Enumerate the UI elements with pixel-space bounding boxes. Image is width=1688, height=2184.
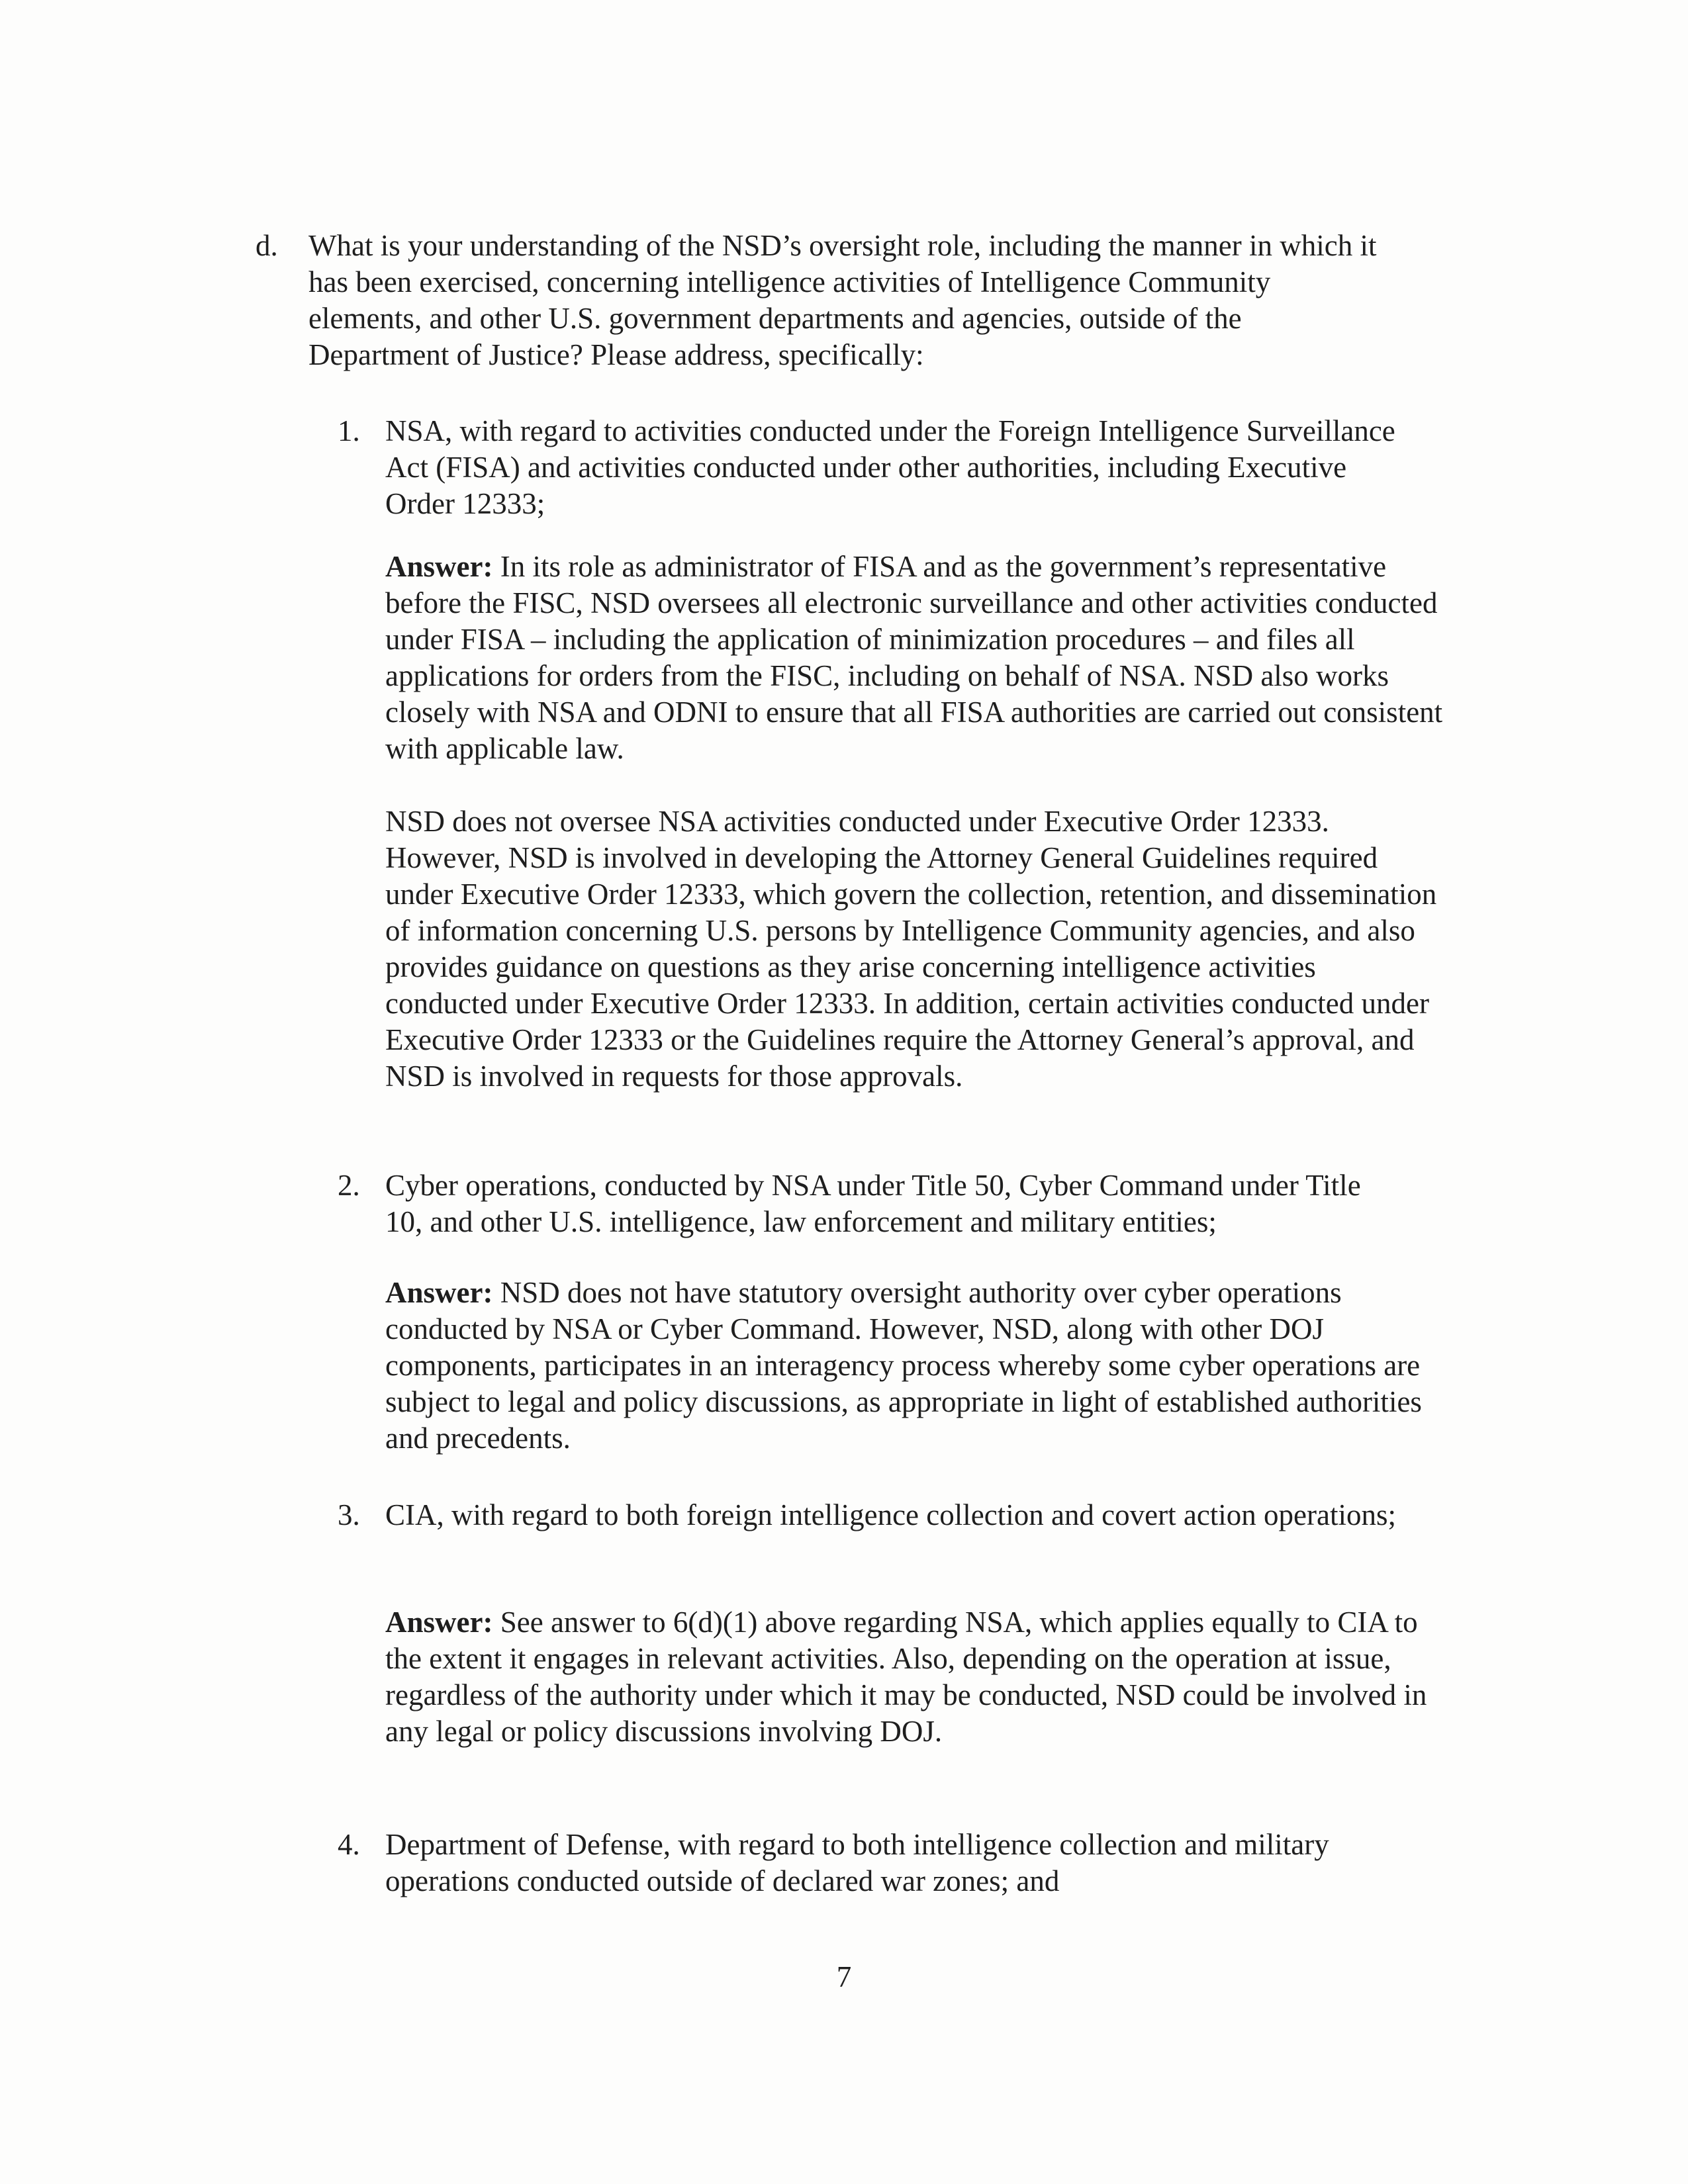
item-4-text: Department of Defense, with regard to both intelligence collection and military operations conducted outside of declared war zones; and xyxy=(385,1828,1329,1897)
item-2-answer-text: NSD does not have statutory oversight authority over cyber operations conducted by NSA or Cyber Command. However, NSD, along with other DOJ components, participates in an interagency process whereby some cyber operations are subject to legal and policy discussions, as appropriate in light of established authorities and precedents. xyxy=(385,1276,1422,1455)
question-d-text: What is your understanding of the NSD’s oversight role, including the manner in which it has been exercised, concerning intelligence activities of Intelligence Community elements, and other U.S. government departments and agencies, outside of the Department of Justice? Please address, specifically: xyxy=(308,229,1377,371)
item-1-answer-text: In its role as administrator of FISA and as the government’s representative before the FISC, NSD oversees all electronic surveillance and other activities conducted under FISA – including the application of minimization procedures – and files all applications for orders from the FISC, including on behalf of NSA. NSD also works closely with NSA and ODNI to ensure that all FISA authorities are carried out consistent with applicable law. xyxy=(385,550,1443,765)
item-2-text: Cyber operations, conducted by NSA under Title 50, Cyber Command under Title 10, and other U.S. intelligence, law enforcement and military entities; xyxy=(385,1169,1361,1238)
item-3-answer-paragraph xyxy=(385,1604,1444,1750)
item-1 xyxy=(338,413,1397,522)
item-1-number: 1. xyxy=(338,414,360,447)
answer-label: Answer: xyxy=(385,1606,493,1639)
item-3-answer-text: See answer to 6(d)(1) above regarding NSA, which applies equally to CIA to the extent it engages in relevant activities. Also, depending on the operation at issue, regardless of the authority under which it may be conducted, NSD could be involved in any legal or policy discussions involving DOJ. xyxy=(385,1606,1427,1748)
item-1-text: NSA, with regard to activities conducted under the Foreign Intelligence Surveillance Act (FISA) and activities conducted under other authorities, including Executive Order 12333; xyxy=(385,414,1395,520)
item-1-answer xyxy=(385,549,1444,1095)
question-d xyxy=(257,228,1389,373)
item-1-answer-paragraph xyxy=(385,549,1444,767)
question-d-marker: d. xyxy=(256,229,278,262)
item-3 xyxy=(338,1497,1397,1533)
answer-label: Answer: xyxy=(385,550,493,583)
item-2 xyxy=(338,1167,1397,1240)
item-2-answer xyxy=(385,1275,1444,1457)
item-2-answer-paragraph xyxy=(385,1275,1444,1457)
item-1-answer-text-2: NSD does not oversee NSA activities conducted under Executive Order 12333. However, NSD is involved in developing the Attorney General Guidelines required under Executive Order 12333, which govern the collection, retention, and dissemination of information concerning U.S. persons by Intelligence Community agencies, and also provides guidance on questions as they arise concerning intelligence activities conducted under Executive Order 12333. In addition, certain activities conducted under Executive Order 12333 or the Guidelines require the Attorney General’s approval, and NSD is involved in requests for those approvals. xyxy=(385,805,1437,1093)
item-2-number: 2. xyxy=(338,1169,360,1202)
answer-label: Answer: xyxy=(385,1276,493,1309)
page-number: 7 xyxy=(836,1960,852,1993)
item-3-text: CIA, with regard to both foreign intelligence collection and covert action operations; xyxy=(385,1498,1397,1531)
item-4-number: 4. xyxy=(338,1828,360,1861)
item-3-number: 3. xyxy=(338,1498,360,1531)
item-3-answer xyxy=(385,1604,1444,1750)
item-4 xyxy=(338,1827,1397,1899)
